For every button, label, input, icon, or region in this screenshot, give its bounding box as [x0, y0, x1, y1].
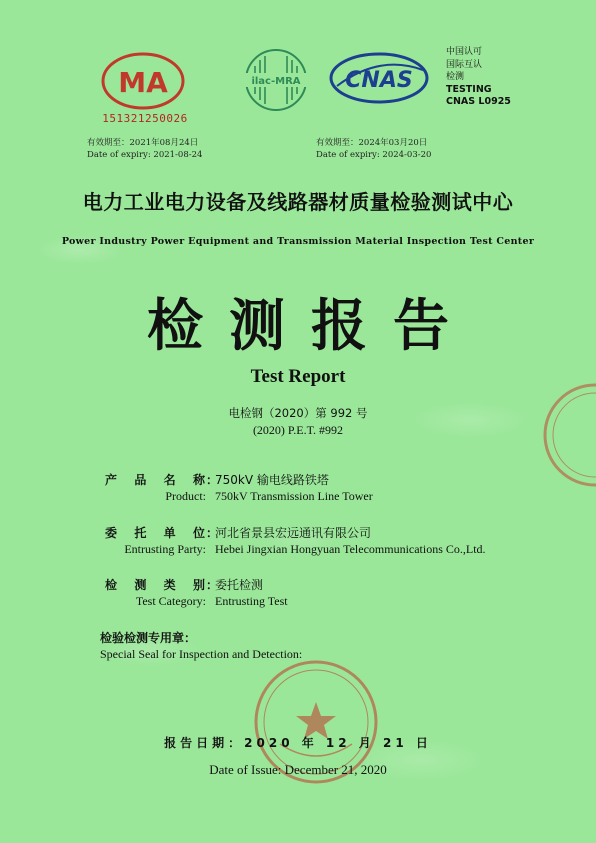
report-title-cn: 检测报告	[147, 293, 475, 359]
product-value-en: 750kV Transmission Line Tower	[215, 489, 373, 503]
category-value-en: Entrusting Test	[215, 594, 288, 608]
cnas-validity	[316, 137, 431, 161]
product-label-cn: 产品名称	[105, 473, 205, 487]
svg-text:ilac-MRA: ilac-MRA	[251, 76, 301, 87]
svg-text:CNAS: CNAS	[345, 68, 413, 93]
validity-cn: 有效期至：2024年03月20日	[316, 138, 428, 148]
cnas-note-line: TESTING	[446, 83, 492, 95]
seal-label-cn: 检验检测专用章：	[100, 631, 197, 645]
cnas-accreditation-note	[446, 46, 511, 109]
issue-date-cn: 报告日期：2020 年 12 月 21 日	[164, 736, 432, 750]
center-name-en: Power Industry Power Equipment and Transmission Material Inspection Test Center	[61, 236, 535, 247]
client-value-en: Hebei Jingxian Hongyuan Telecommunications Co.,Ltd.	[215, 542, 486, 556]
issue-date-en: Date of Issue: December 21, 2020	[209, 762, 387, 777]
cma-validity	[87, 137, 202, 161]
product-label-en: Product:	[165, 489, 206, 503]
client-label-cn: 委托单位	[105, 526, 205, 540]
product-colon: ：	[206, 473, 219, 487]
product-value-cn: 750kV 输电线路铁塔	[215, 473, 329, 487]
ilac-mra-logo-icon	[233, 46, 319, 114]
category-value-cn: 委托检测	[215, 578, 264, 592]
category-label-en: Test Category:	[135, 594, 206, 608]
category-label-cn: 检测类别	[105, 578, 205, 592]
red-seal-edge-icon	[540, 380, 596, 490]
client-colon: ：	[206, 526, 219, 540]
cnas-logo-icon	[327, 50, 431, 106]
validity-en: Date of expiry: 2024-03-20	[316, 150, 432, 160]
client-value-cn: 河北省景县宏远通讯有限公司	[215, 526, 372, 540]
cnas-note-line: 检测	[446, 72, 465, 82]
cnas-note-line: 国际互认	[446, 59, 483, 70]
report-title-en: Test Report	[250, 366, 346, 387]
validity-en: Date of expiry: 2021-08-24	[87, 150, 203, 160]
client-label-en: Entrusting Party:	[124, 542, 206, 556]
cma-logo-icon	[100, 50, 186, 112]
seal-label-en: Special Seal for Inspection and Detection:	[100, 647, 303, 661]
cma-number: 151321250026	[102, 112, 188, 125]
svg-text:MA: MA	[118, 66, 168, 99]
report-number-en: (2020) P.E.T. #992	[252, 423, 344, 437]
cnas-note-line: 中国认可	[446, 47, 483, 57]
report-number-cn: 电检钢（2020）第 992 号	[228, 406, 368, 420]
validity-cn: 有效期至：2021年08月24日	[87, 138, 199, 148]
center-name-cn: 电力工业电力设备及线路器材质量检验测试中心	[82, 190, 514, 214]
cnas-note-line: CNAS L0925	[446, 96, 511, 107]
category-colon: ：	[206, 578, 219, 592]
